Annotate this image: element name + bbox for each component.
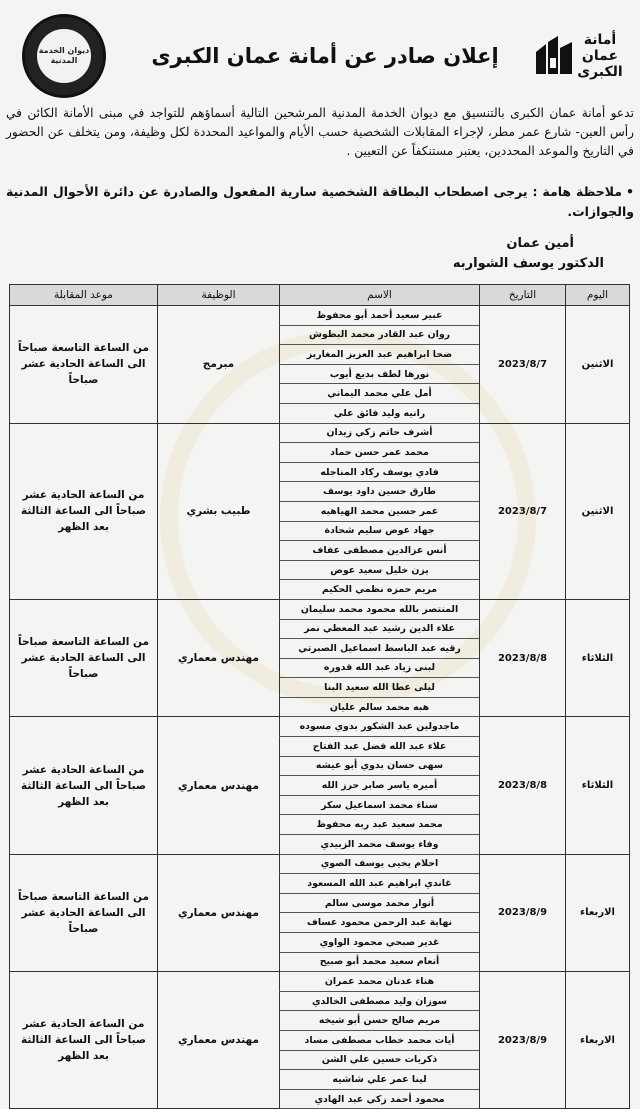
page-title: إعلان صادر عن أمانة عمان الكبرى bbox=[151, 44, 499, 68]
candidate-name-cell: أنوار محمد موسى سالم bbox=[280, 893, 480, 913]
note-text: ملاحظة هامة : يرجى اصطحاب البطاقة الشخصية سارية المفعول والصادرة عن دائرة الأحوال المدنية والجوازات. bbox=[6, 184, 634, 219]
page-header bbox=[0, 0, 640, 100]
date-cell: 2023/8/7 bbox=[480, 423, 566, 599]
candidate-name-cell: نهاية عبد الرحمن محمود عساف bbox=[280, 913, 480, 933]
header-day: اليوم bbox=[566, 285, 630, 306]
interview-time-cell: من الساعة الحادية عشر صباحاً الى الساعة الثالثة بعد الظهر bbox=[10, 423, 158, 599]
job-cell: مهندس معماري bbox=[158, 717, 280, 854]
table-row bbox=[10, 854, 630, 874]
table-row bbox=[10, 717, 630, 737]
important-note bbox=[6, 182, 634, 222]
table-row bbox=[10, 306, 630, 326]
candidate-name-cell: لبنى زياد عبد الله قدوره bbox=[280, 658, 480, 678]
job-cell: مبرمج bbox=[158, 306, 280, 424]
candidate-name-cell: أيات محمد خطاب مصطفى مساد bbox=[280, 1030, 480, 1050]
interview-time-cell: من الساعة الحادية عشر صباحاً الى الساعة الثالثة بعد الظهر bbox=[10, 972, 158, 1109]
interview-schedule-table bbox=[9, 284, 630, 1109]
intro-paragraph: تدعو أمانة عمان الكبرى بالتنسيق مع ديوان الخدمة المدنية المرشحين التالية أسماؤهم للتواجد في مبنى الأمانة الكائن في رأس العين- شارع عمر مطر، لإجراء المقابلات الشخصية حسب الأيام والمواعيد المحددة لكل وظيفة، ومن يتخلف عن الحضور في التاريخ والموعد المحددين، يعتبر مستنكفاً عن التعيين . bbox=[6, 106, 634, 158]
date-cell: 2023/8/9 bbox=[480, 854, 566, 972]
header-time: موعد المقابلة bbox=[10, 285, 158, 306]
candidate-name-cell: المنتصر بالله محمود محمد سليمان bbox=[280, 599, 480, 619]
candidate-name-cell: احلام يحيى يوسف الصوي bbox=[280, 854, 480, 874]
candidate-name-cell: مريم صالح حسن أبو شيخه bbox=[280, 1011, 480, 1031]
candidate-name-cell: أشرف حاتم زكي زيدان bbox=[280, 423, 480, 443]
candidate-name-cell: هناء عدنان محمد عمران bbox=[280, 972, 480, 992]
interview-time-cell: من الساعة الحادية عشر صباحاً الى الساعة الثالثة بعد الظهر bbox=[10, 717, 158, 854]
gam-logo-icon bbox=[532, 34, 578, 80]
bullet-icon: • bbox=[626, 184, 634, 199]
table-row bbox=[10, 599, 630, 619]
candidate-name-cell: أنس عزالدين مصطفى عفاف bbox=[280, 541, 480, 561]
day-cell: الاثنين bbox=[566, 423, 630, 599]
job-cell: طبيب بشري bbox=[158, 423, 280, 599]
day-cell: الاربعاء bbox=[566, 972, 630, 1109]
candidate-name-cell: سناء محمد اسماعيل سكر bbox=[280, 795, 480, 815]
date-cell: 2023/8/9 bbox=[480, 972, 566, 1109]
candidate-name-cell: فادي يوسف ركاد المناجله bbox=[280, 462, 480, 482]
interview-time-cell: من الساعة التاسعة صباحاً الى الساعة الحادية عشر صباحاً bbox=[10, 854, 158, 972]
candidate-name-cell: أميره ياسر صابر حرز الله bbox=[280, 776, 480, 796]
date-cell: 2023/8/8 bbox=[480, 717, 566, 854]
header-date: التاريخ bbox=[480, 285, 566, 306]
job-cell: مهندس معماري bbox=[158, 599, 280, 717]
candidate-name-cell: جهاد عوض سليم شحادة bbox=[280, 521, 480, 541]
job-cell: مهندس معماري bbox=[158, 854, 280, 972]
candidate-name-cell: لينا عمر علي شاشيه bbox=[280, 1070, 480, 1090]
candidate-name-cell: غدير صبحي محمود الواوي bbox=[280, 933, 480, 953]
interview-time-cell: من الساعة التاسعة صباحاً الى الساعة الحادية عشر صباحاً bbox=[10, 599, 158, 717]
header-name: الاسم bbox=[280, 285, 480, 306]
date-cell: 2023/8/7 bbox=[480, 306, 566, 424]
candidate-name-cell: هبه محمد سالم عليان bbox=[280, 697, 480, 717]
candidate-name-cell: سوزان وليد مصطفى الخالدي bbox=[280, 991, 480, 1011]
candidate-name-cell: محمود أحمد زكي عبد الهادي bbox=[280, 1089, 480, 1109]
candidate-name-cell: نورها لطف بديع أيوب bbox=[280, 364, 480, 384]
candidate-name-cell: ليلى عطا الله سعيد البنا bbox=[280, 678, 480, 698]
candidate-name-cell: ماجدولين عبد الشكور بدوي مسوده bbox=[280, 717, 480, 737]
job-cell: مهندس معماري bbox=[158, 972, 280, 1109]
candidate-name-cell: علاء عبد الله فضل عبد الفتاح bbox=[280, 737, 480, 757]
day-cell: الثلاثاء bbox=[566, 717, 630, 854]
day-cell: الاثنين bbox=[566, 306, 630, 424]
interview-time-cell: من الساعة التاسعة صباحاً الى الساعة الحادية عشر صباحاً bbox=[10, 306, 158, 424]
signature-name: الدكتور يوسف الشواربه bbox=[452, 256, 604, 271]
candidate-name-cell: ذكريات حسين علي الشن bbox=[280, 1050, 480, 1070]
candidate-name-cell: غاندي ابراهيم عبد الله المسعود bbox=[280, 874, 480, 894]
header-job: الوظيفة bbox=[158, 285, 280, 306]
table-row bbox=[10, 972, 630, 992]
candidate-name-cell: عبير سعيد أحمد أبو محفوظ bbox=[280, 306, 480, 326]
candidate-name-cell: روان عبد القادر محمد البطوش bbox=[280, 325, 480, 345]
candidate-name-cell: مريم حمزه نظمي الحكيم bbox=[280, 580, 480, 600]
table-row bbox=[10, 423, 630, 443]
candidate-name-cell: سهى حسان بدوي أبو عيشه bbox=[280, 756, 480, 776]
day-cell: الثلاثاء bbox=[566, 599, 630, 717]
candidate-name-cell: أمل علي محمد اليماني bbox=[280, 384, 480, 404]
signature-title: أمين عمان bbox=[506, 236, 574, 251]
gam-logo bbox=[530, 28, 628, 88]
candidate-name-cell: وفاء يوسف محمد الزبيدي bbox=[280, 835, 480, 855]
candidate-name-cell: علاء الدين رشيد عبد المعطي نمر bbox=[280, 619, 480, 639]
candidate-name-cell: ضحا ابراهيم عبد العزيز المغاريز bbox=[280, 345, 480, 365]
candidate-name-cell: رانيه وليد فائق علي bbox=[280, 403, 480, 423]
seal-text: ديوان الخدمة المدنية bbox=[37, 29, 91, 83]
candidate-name-cell: محمد سعيد عبد ربه محفوظ bbox=[280, 815, 480, 835]
candidate-name-cell: طارق حسين داود يوسف bbox=[280, 482, 480, 502]
civil-service-seal bbox=[22, 14, 106, 98]
date-cell: 2023/8/8 bbox=[480, 599, 566, 717]
candidate-name-cell: محمد عمر حسن حماد bbox=[280, 443, 480, 463]
candidate-name-cell: عمر حسين محمد الهياهيه bbox=[280, 501, 480, 521]
candidate-name-cell: أنعام سعيد محمد أبو صبيح bbox=[280, 952, 480, 972]
candidate-name-cell: يزن خليل سعيد عوض bbox=[280, 560, 480, 580]
table-header-row bbox=[10, 285, 630, 306]
day-cell: الاربعاء bbox=[566, 854, 630, 972]
gam-logo-text: أمانة عمان الكبرى bbox=[577, 32, 623, 80]
signature-block bbox=[453, 234, 604, 274]
candidate-name-cell: رقيه عبد الباسط اسماعيل الصبرتي bbox=[280, 639, 480, 659]
